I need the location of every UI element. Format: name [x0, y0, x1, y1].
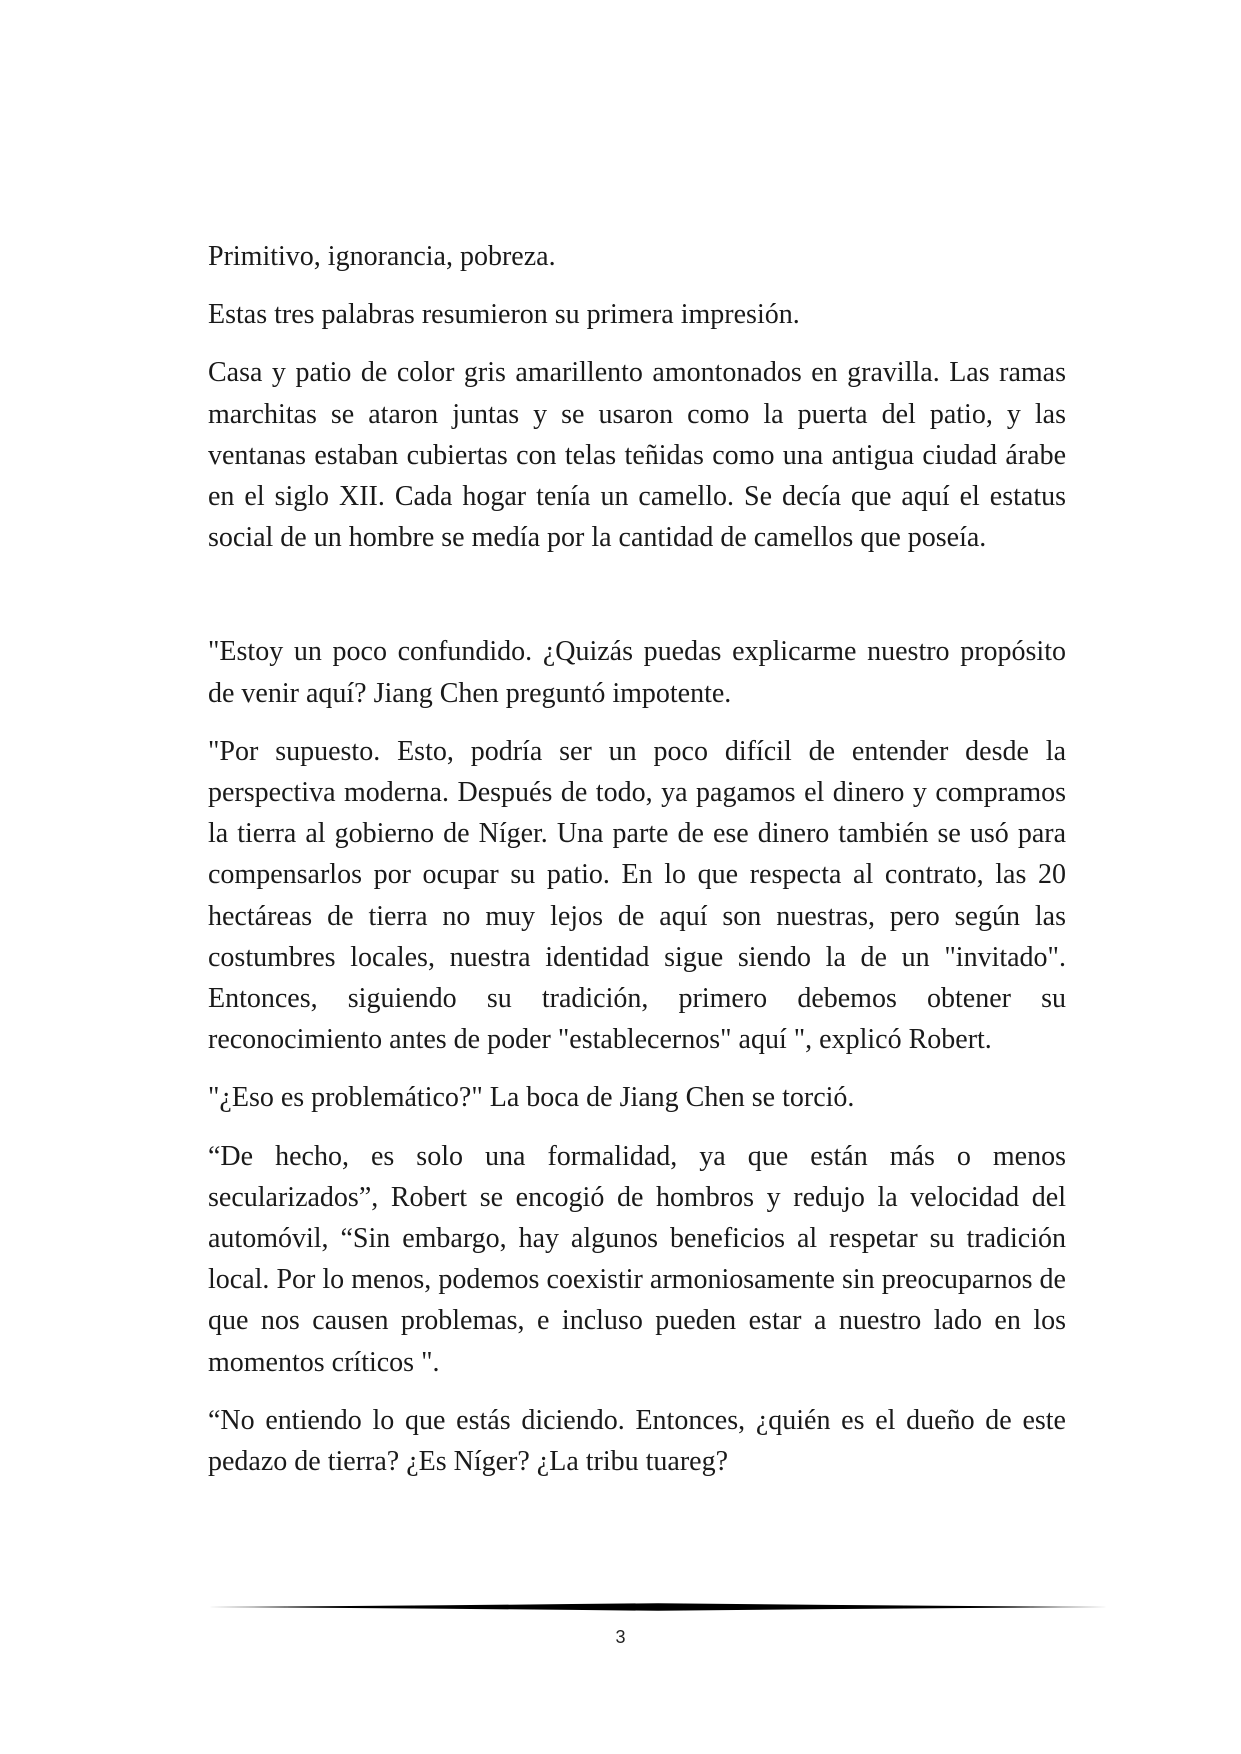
blank-line — [208, 575, 1066, 614]
paragraph: Estas tres palabras resumieron su primera impresión. — [208, 299, 800, 331]
paragraph: "Estoy un poco confundido. ¿Quizás puedas explicarme nuestro propósito de venir aquí? Jiang Chen preguntó impotente. — [208, 636, 1066, 709]
paragraph: Casa y patio de color gris amarillento amontonados en gravilla. Las ramas marchitas se ataron juntas y se usaron como la puerta del patio, y las ventanas estaban cubiertas con telas teñidas como una antigua ciudad árabe en el siglo XII. Cada hogar tenía un camello. Se decía que aquí el estatus social de un hombre se medía por la cantidad de camellos que poseía. — [208, 357, 1066, 554]
footer-divider — [208, 1600, 1108, 1614]
paragraph: “De hecho, es solo una formalidad, ya que están más o menos secularizados”, Robert se encogió de hombros y redujo la velocidad del automóvil, “Sin embargo, hay algunos beneficios al respetar su tradición local. Por lo menos, podemos coexistir armoniosamente sin preocuparnos de que nos causen problemas, e incluso pueden estar a nuestro lado en los momentos críticos ". — [208, 1140, 1066, 1378]
paragraph: "Por supuesto. Esto, podría ser un poco difícil de entender desde la perspectiva moderna. Después de todo, ya pagamos el dinero y compramos la tierra al gobierno de Níger. Una parte de ese dinero también se usó para compensarlos por ocupar su patio. En lo que respecta al contrato, las 20 hectáreas de tierra no muy lejos de aquí son nuestras, pero según las costumbres locales, nuestra identidad sigue siendo la de un "invitado". Entonces, siguiendo su tradición, primero debemos obtener su reconocimiento antes de poder "establecernos" aquí ", explicó Robert. — [208, 735, 1066, 1056]
body-text — [208, 236, 1066, 1499]
paragraph: "¿Eso es problemático?" La boca de Jiang Chen se torció. — [208, 1082, 855, 1114]
paragraph: “No entiendo lo que estás diciendo. Entonces, ¿quién es el dueño de este pedazo de tierra? ¿Es Níger? ¿La tribu tuareg? — [208, 1404, 1066, 1478]
paragraph: Primitivo, ignorancia, pobreza. — [208, 241, 556, 272]
page-number: 3 — [615, 1627, 626, 1647]
